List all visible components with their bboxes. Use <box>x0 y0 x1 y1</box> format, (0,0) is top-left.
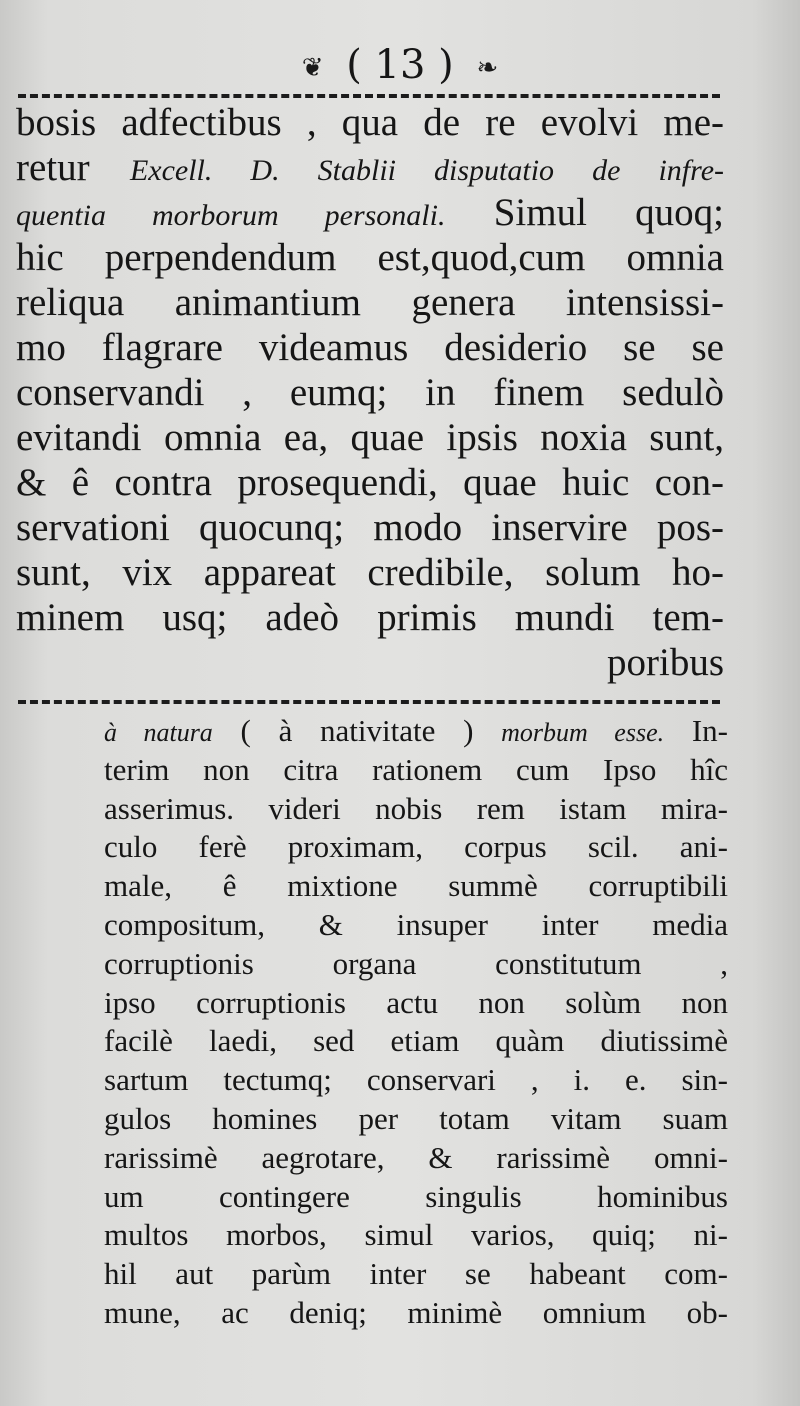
text-line: facilè laedi, sed etiam quàm diutissimè <box>104 1023 728 1059</box>
text-line: culo ferè proximam, corpus scil. ani- <box>104 829 728 865</box>
text-line: & ê contra prosequendi, quae huic con- <box>16 461 724 504</box>
page-header <box>0 40 800 90</box>
text-line: reliqua animantium genera intensissi- <box>16 281 724 324</box>
italic-phrase: à natura <box>104 718 213 747</box>
text-line: sunt, vix appareat credibile, solum ho- <box>16 551 724 594</box>
text-span: Simul quoq; <box>493 191 725 234</box>
text-span: retur <box>16 146 90 189</box>
text-line <box>16 145 724 190</box>
text-line: compositum, & insuper inter media <box>104 906 728 942</box>
citation-italic: Excell. D. Stablii disputatio de infre- <box>129 154 724 187</box>
text-line: asserimus. videri nobis rem istam mira- <box>104 790 728 826</box>
text-line: conservandi , eumq; in finem sedulò <box>16 371 724 414</box>
text-line: hil aut parùm inter se habeant com- <box>104 1256 728 1292</box>
italic-phrase: morbum esse. <box>501 718 665 747</box>
text-line: sartum tectumq; conservari , i. e. sin- <box>104 1062 728 1098</box>
text-line: hic perpendendum est,quod,cum omnia <box>16 236 724 279</box>
footnote-text <box>104 712 728 1333</box>
left-fleuron-icon: ❦ <box>301 53 324 83</box>
catchword: poribus <box>607 641 724 684</box>
text-line: terim non citra rationem cum Ipso hîc <box>104 751 728 787</box>
text-line: bosis adfectibus , qua de re evolvi me- <box>16 101 724 144</box>
text-line <box>16 190 724 235</box>
text-line: evitandi omnia ea, quae ipsis noxia sunt, <box>16 416 724 459</box>
text-line: servationi quocunq; modo inservire pos- <box>16 506 724 549</box>
text-line: um contingere singulis hominibus <box>104 1178 728 1214</box>
text-line: rarissimè aegrotare, & rarissimè omni- <box>104 1139 728 1175</box>
text-span: ( à nativitate ) <box>240 713 474 748</box>
text-line: male, ê mixtione summè corruptibili <box>104 868 728 904</box>
citation-italic: quentia morborum personali. <box>16 199 446 232</box>
text-line: gulos homines per totam vitam suam <box>104 1100 728 1136</box>
main-text <box>16 100 724 685</box>
text-line <box>104 712 728 751</box>
header-rule <box>18 94 720 98</box>
text-line: minem usq; adeò primis mundi tem- <box>16 596 724 639</box>
text-line: ipso corruptionis actu non solùm non <box>104 984 728 1020</box>
text-line: mo flagrare videamus desiderio se se <box>16 326 724 369</box>
text-span: In- <box>691 713 728 748</box>
text-line: corruptionis organa constitutum , <box>104 945 728 981</box>
right-fleuron-icon: ❧ <box>476 53 499 83</box>
footnote-rule <box>18 700 720 704</box>
text-line: multos morbos, simul varios, quiq; ni- <box>104 1217 728 1253</box>
page-number: ( 13 ) <box>346 42 454 88</box>
text-line: mune, ac deniq; minimè omnium ob- <box>104 1294 728 1330</box>
